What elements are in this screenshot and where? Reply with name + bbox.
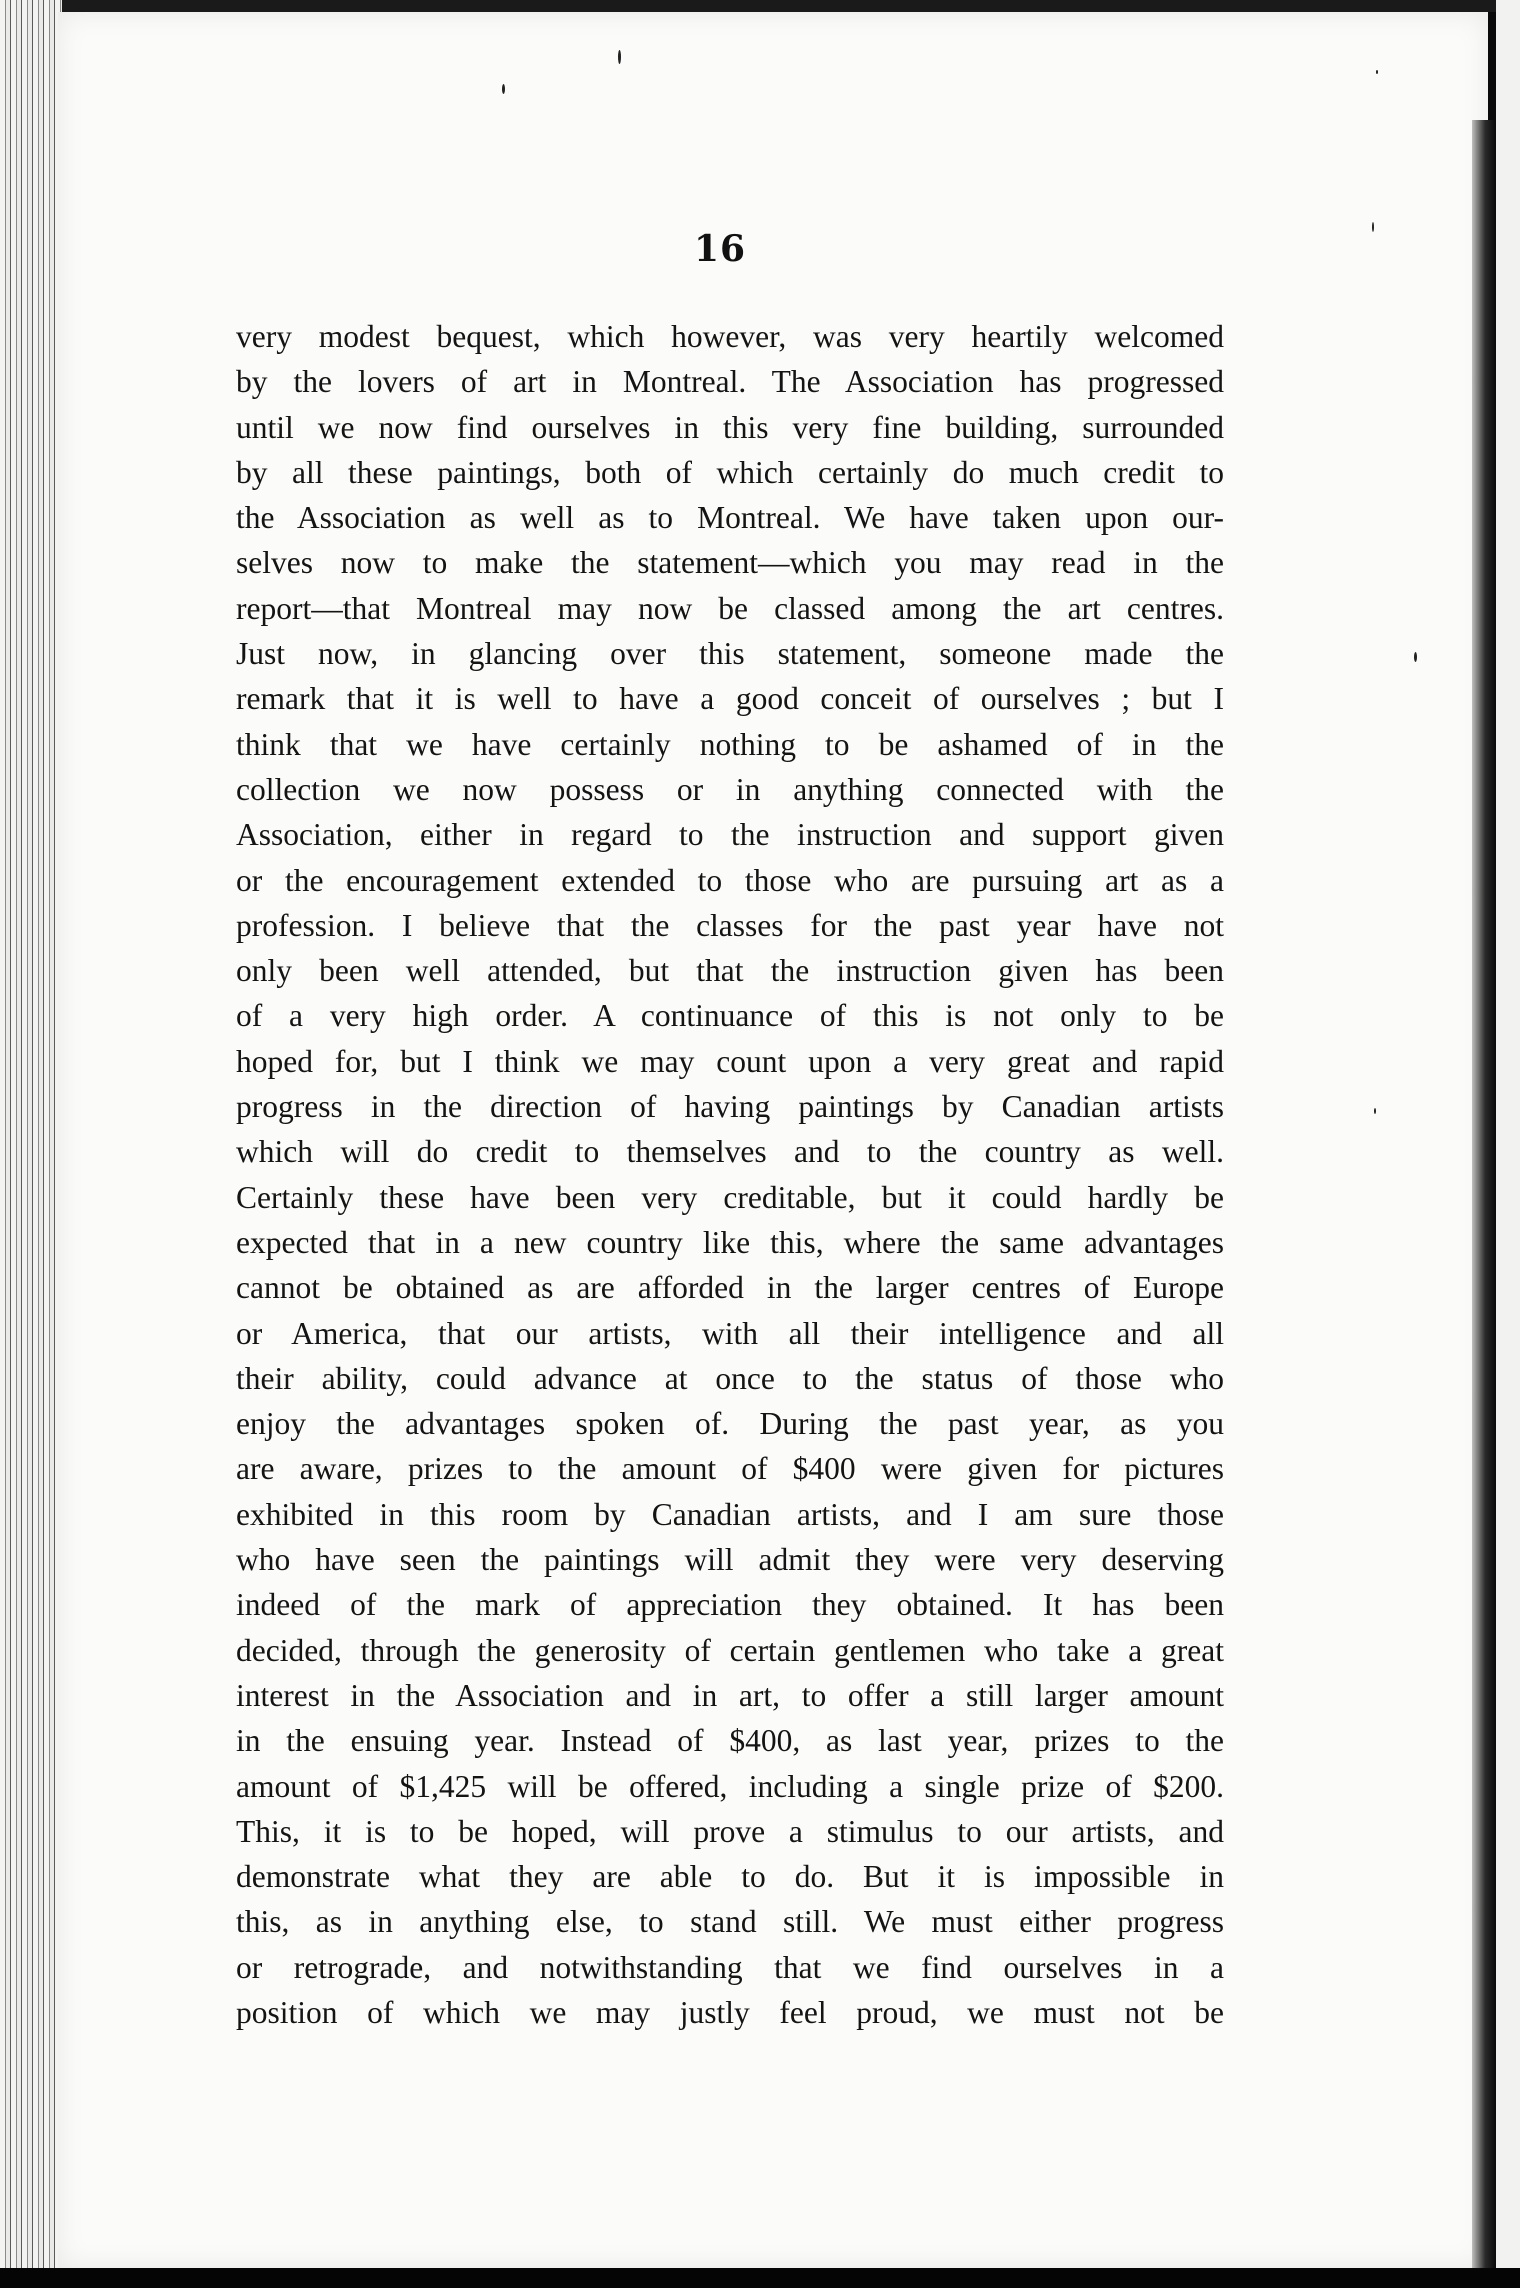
text-line: hoped for, but I think we may count upon a very great and rapid (236, 1043, 1224, 1079)
text-line: remark that it is well to have a good conceit of ourselves ; but I (236, 681, 1224, 717)
text-line: cannot be obtained as are afforded in the larger centres of Europe (236, 1270, 1224, 1306)
text-line: interest in the Association and in art, to offer a still larger amount (236, 1677, 1224, 1713)
scan-speck (1376, 70, 1378, 74)
text-line: position of which we may justly feel proud, we must not be (236, 1994, 1224, 2030)
text-line: are aware, prizes to the amount of $400 were given for pictures (236, 1451, 1224, 1487)
scan-speck (1414, 652, 1417, 662)
text-line: collection we now possess or in anything connected with the (236, 771, 1224, 807)
text-line: their ability, could advance at once to the status of those who (236, 1360, 1224, 1396)
text-line: Certainly these have been very creditable, but it could hardly be (236, 1179, 1224, 1215)
text-line: only been well attended, but that the instruction given has been (236, 953, 1224, 989)
text-line: by the lovers of art in Montreal. The Association has progressed (236, 364, 1224, 400)
text-line: think that we have certainly nothing to be ashamed of in the (236, 726, 1224, 762)
text-line: report—that Montreal may now be classed among the art centres. (236, 590, 1224, 626)
text-line: This, it is to be hoped, will prove a stimulus to our artists, and (236, 1813, 1224, 1849)
text-line: enjoy the advantages spoken of. During the past year, as you (236, 1406, 1224, 1442)
text-line: who have seen the paintings will admit they were very deserving (236, 1542, 1224, 1578)
text-line: Just now, in glancing over this statement, someone made the (236, 636, 1224, 672)
text-line: exhibited in this room by Canadian artists, and I am sure those (236, 1496, 1224, 1532)
text-line: of a very high order. A continuance of this is not only to be (236, 998, 1224, 1034)
text-line: which will do credit to themselves and to the country as well. (236, 1134, 1224, 1170)
scan-bottom-border (0, 2268, 1520, 2288)
scan-speck (618, 50, 621, 64)
text-line: in the ensuing year. Instead of $400, as last year, prizes to the (236, 1723, 1224, 1759)
scan-speck (502, 84, 505, 94)
text-line: very modest bequest, which however, was very heartily welcomed (236, 319, 1224, 354)
text-line: this, as in anything else, to stand still. We must either progress (236, 1904, 1224, 1940)
text-line: profession. I believe that the classes for the past year have not (236, 907, 1224, 943)
text-line: expected that in a new country like this, where the same advantages (236, 1224, 1224, 1260)
text-line: selves now to make the statement—which you may read in the (236, 545, 1224, 581)
body-text (236, 314, 1224, 2035)
text-line: amount of $1,425 will be offered, including a single prize of $200. (236, 1768, 1224, 1804)
spine-shadow (1472, 120, 1496, 2270)
right-page-edge (1496, 0, 1520, 2288)
scan-speck (1374, 1108, 1376, 1114)
text-line: by all these paintings, both of which certainly do much credit to (236, 454, 1224, 490)
text-line: until we now find ourselves in this very fine building, surrounded (236, 409, 1224, 445)
scan-speck (1372, 222, 1374, 232)
text-line: indeed of the mark of appreciation they obtained. It has been (236, 1587, 1224, 1623)
text-line: demonstrate what they are able to do. But it is impossible in (236, 1859, 1224, 1895)
text-line: or America, that our artists, with all their intelligence and all (236, 1315, 1224, 1351)
text-line: or the encouragement extended to those who are pursuing art as a (236, 862, 1224, 898)
text-line: or retrograde, and notwithstanding that we find ourselves in a (236, 1949, 1224, 1985)
text-line: progress in the direction of having paintings by Canadian artists (236, 1089, 1224, 1125)
text-line: decided, through the generosity of certain gentlemen who take a great (236, 1632, 1224, 1668)
page-number: 16 (693, 228, 747, 270)
text-line: the Association as well as to Montreal. We have taken upon our- (236, 500, 1224, 536)
scan-top-border (0, 0, 1520, 12)
page-leaf-edges (0, 0, 62, 2270)
text-line: Association, either in regard to the instruction and support given (236, 817, 1224, 853)
